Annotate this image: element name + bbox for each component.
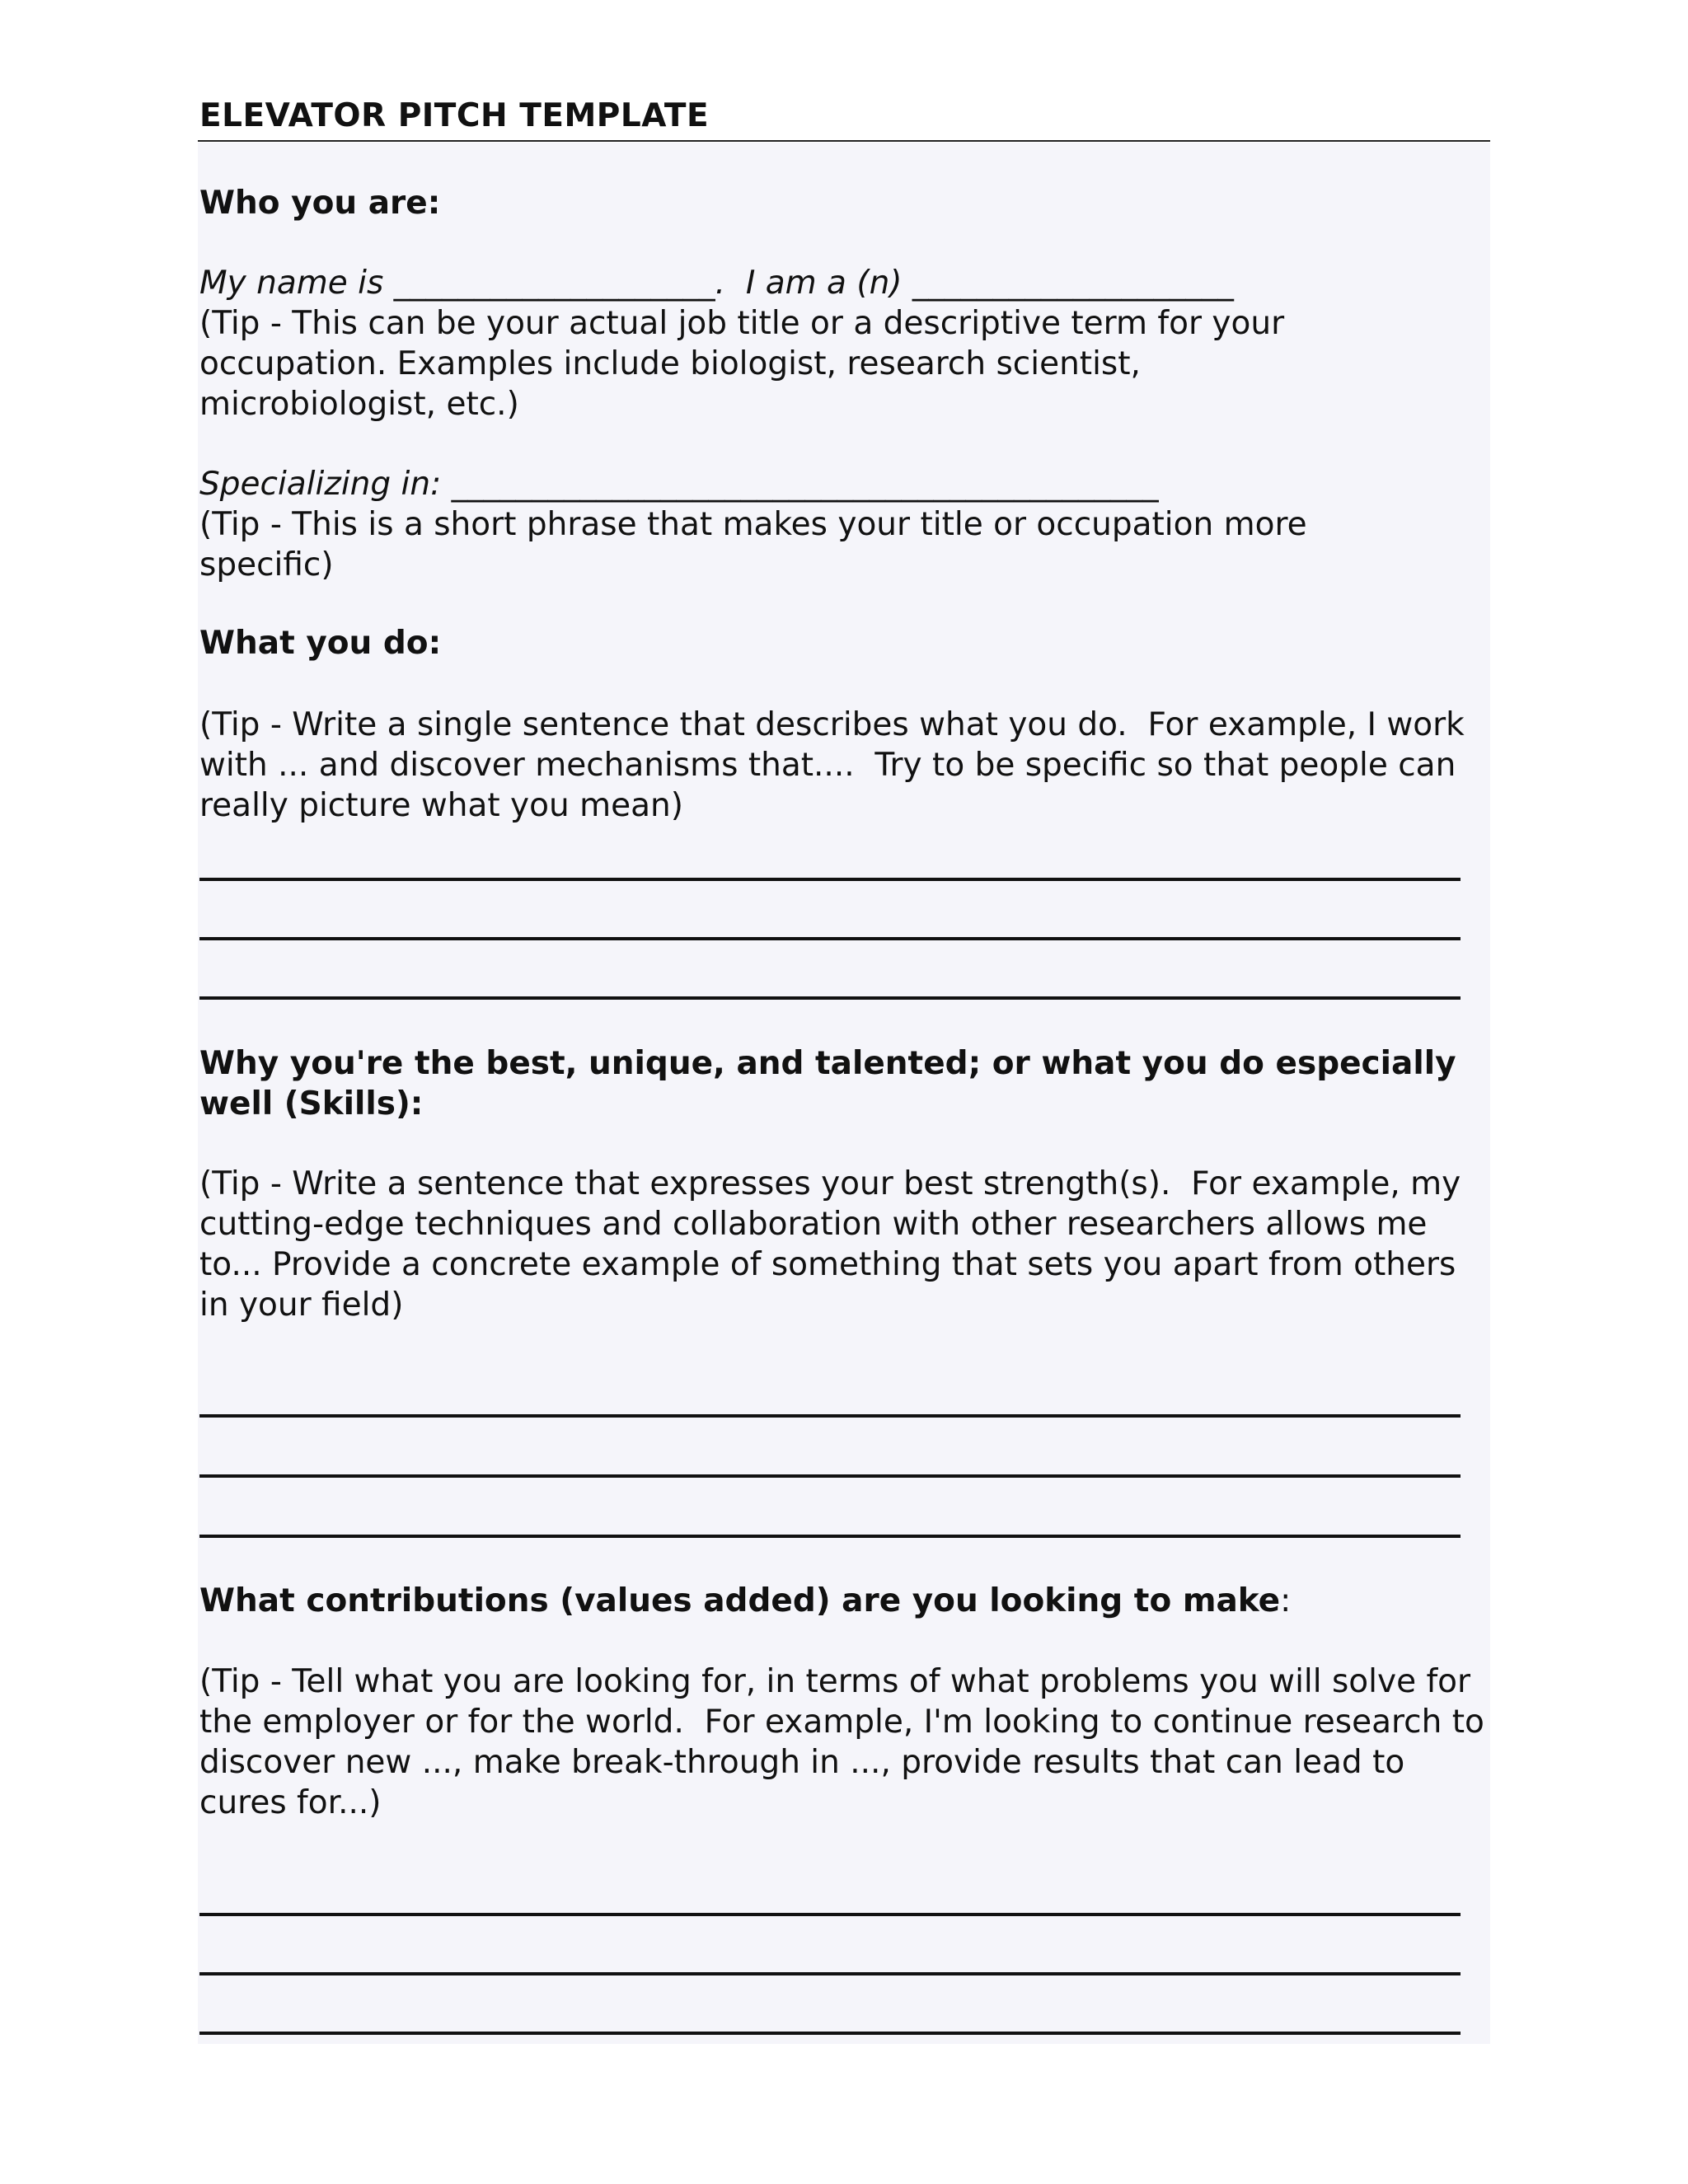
what-you-do-tip: (Tip - Write a single sentence that describes what you do. For example, I work with ... and discover mechanisms that.... Try to be specific so that people can really picture what you mean) bbox=[199, 706, 1475, 824]
occupation-tip: (Tip - This can be your actual job title or a descriptive term for your occupation. Examples include biologist, research scientist, microbiologist, etc.) bbox=[199, 305, 1295, 423]
contributions-heading-colon: : bbox=[1280, 1582, 1292, 1619]
contributions-tip: (Tip - Tell what you are looking for, in terms of what problems you will solve for the employer or for the world. For example, I'm looking to continue research to discover new ..., make break-through in ..., provide results that can lead to cures for...) bbox=[199, 1663, 1495, 1821]
page-title: ELEVATOR PITCH TEMPLATE bbox=[199, 97, 710, 134]
who-you-are-heading: Who you are: bbox=[199, 185, 441, 222]
skills-tip: (Tip - Write a sentence that expresses your best strength(s). For example, my cutting-edge techniques and collaboration with other researchers allows me to... Provide a concrete example of something that sets you apart from others in your field) bbox=[199, 1165, 1471, 1324]
contributions-answer-line-1[interactable] bbox=[199, 1913, 1461, 1916]
skills-heading: Why you're the best, unique, and talented; or what you do especially well (Skills): bbox=[199, 1045, 1468, 1122]
contributions-heading-text: What contributions (values added) are you looking to make bbox=[199, 1582, 1281, 1619]
contributions-answer-line-3[interactable] bbox=[199, 2032, 1461, 2035]
what-you-do-answer-line-1[interactable] bbox=[199, 878, 1461, 881]
what-you-do-heading: What you do: bbox=[199, 625, 442, 662]
skills-answer-line-3[interactable] bbox=[199, 1535, 1461, 1538]
title-divider bbox=[198, 140, 1490, 142]
contributions-answer-line-2[interactable] bbox=[199, 1972, 1461, 1975]
contributions-heading bbox=[199, 1581, 1291, 1621]
skills-answer-line-2[interactable] bbox=[199, 1474, 1461, 1478]
specializing-tip: (Tip - This is a short phrase that makes your title or occupation more specific) bbox=[199, 506, 1318, 583]
skills-answer-line-1[interactable] bbox=[199, 1414, 1461, 1418]
what-you-do-answer-line-3[interactable] bbox=[199, 996, 1461, 1000]
specializing-field[interactable]: Specializing in: ____________________________________________ bbox=[199, 466, 1159, 503]
what-you-do-answer-line-2[interactable] bbox=[199, 937, 1461, 940]
name-occupation-field[interactable]: My name is ____________________. I am a (n) ____________________ bbox=[199, 265, 1234, 302]
